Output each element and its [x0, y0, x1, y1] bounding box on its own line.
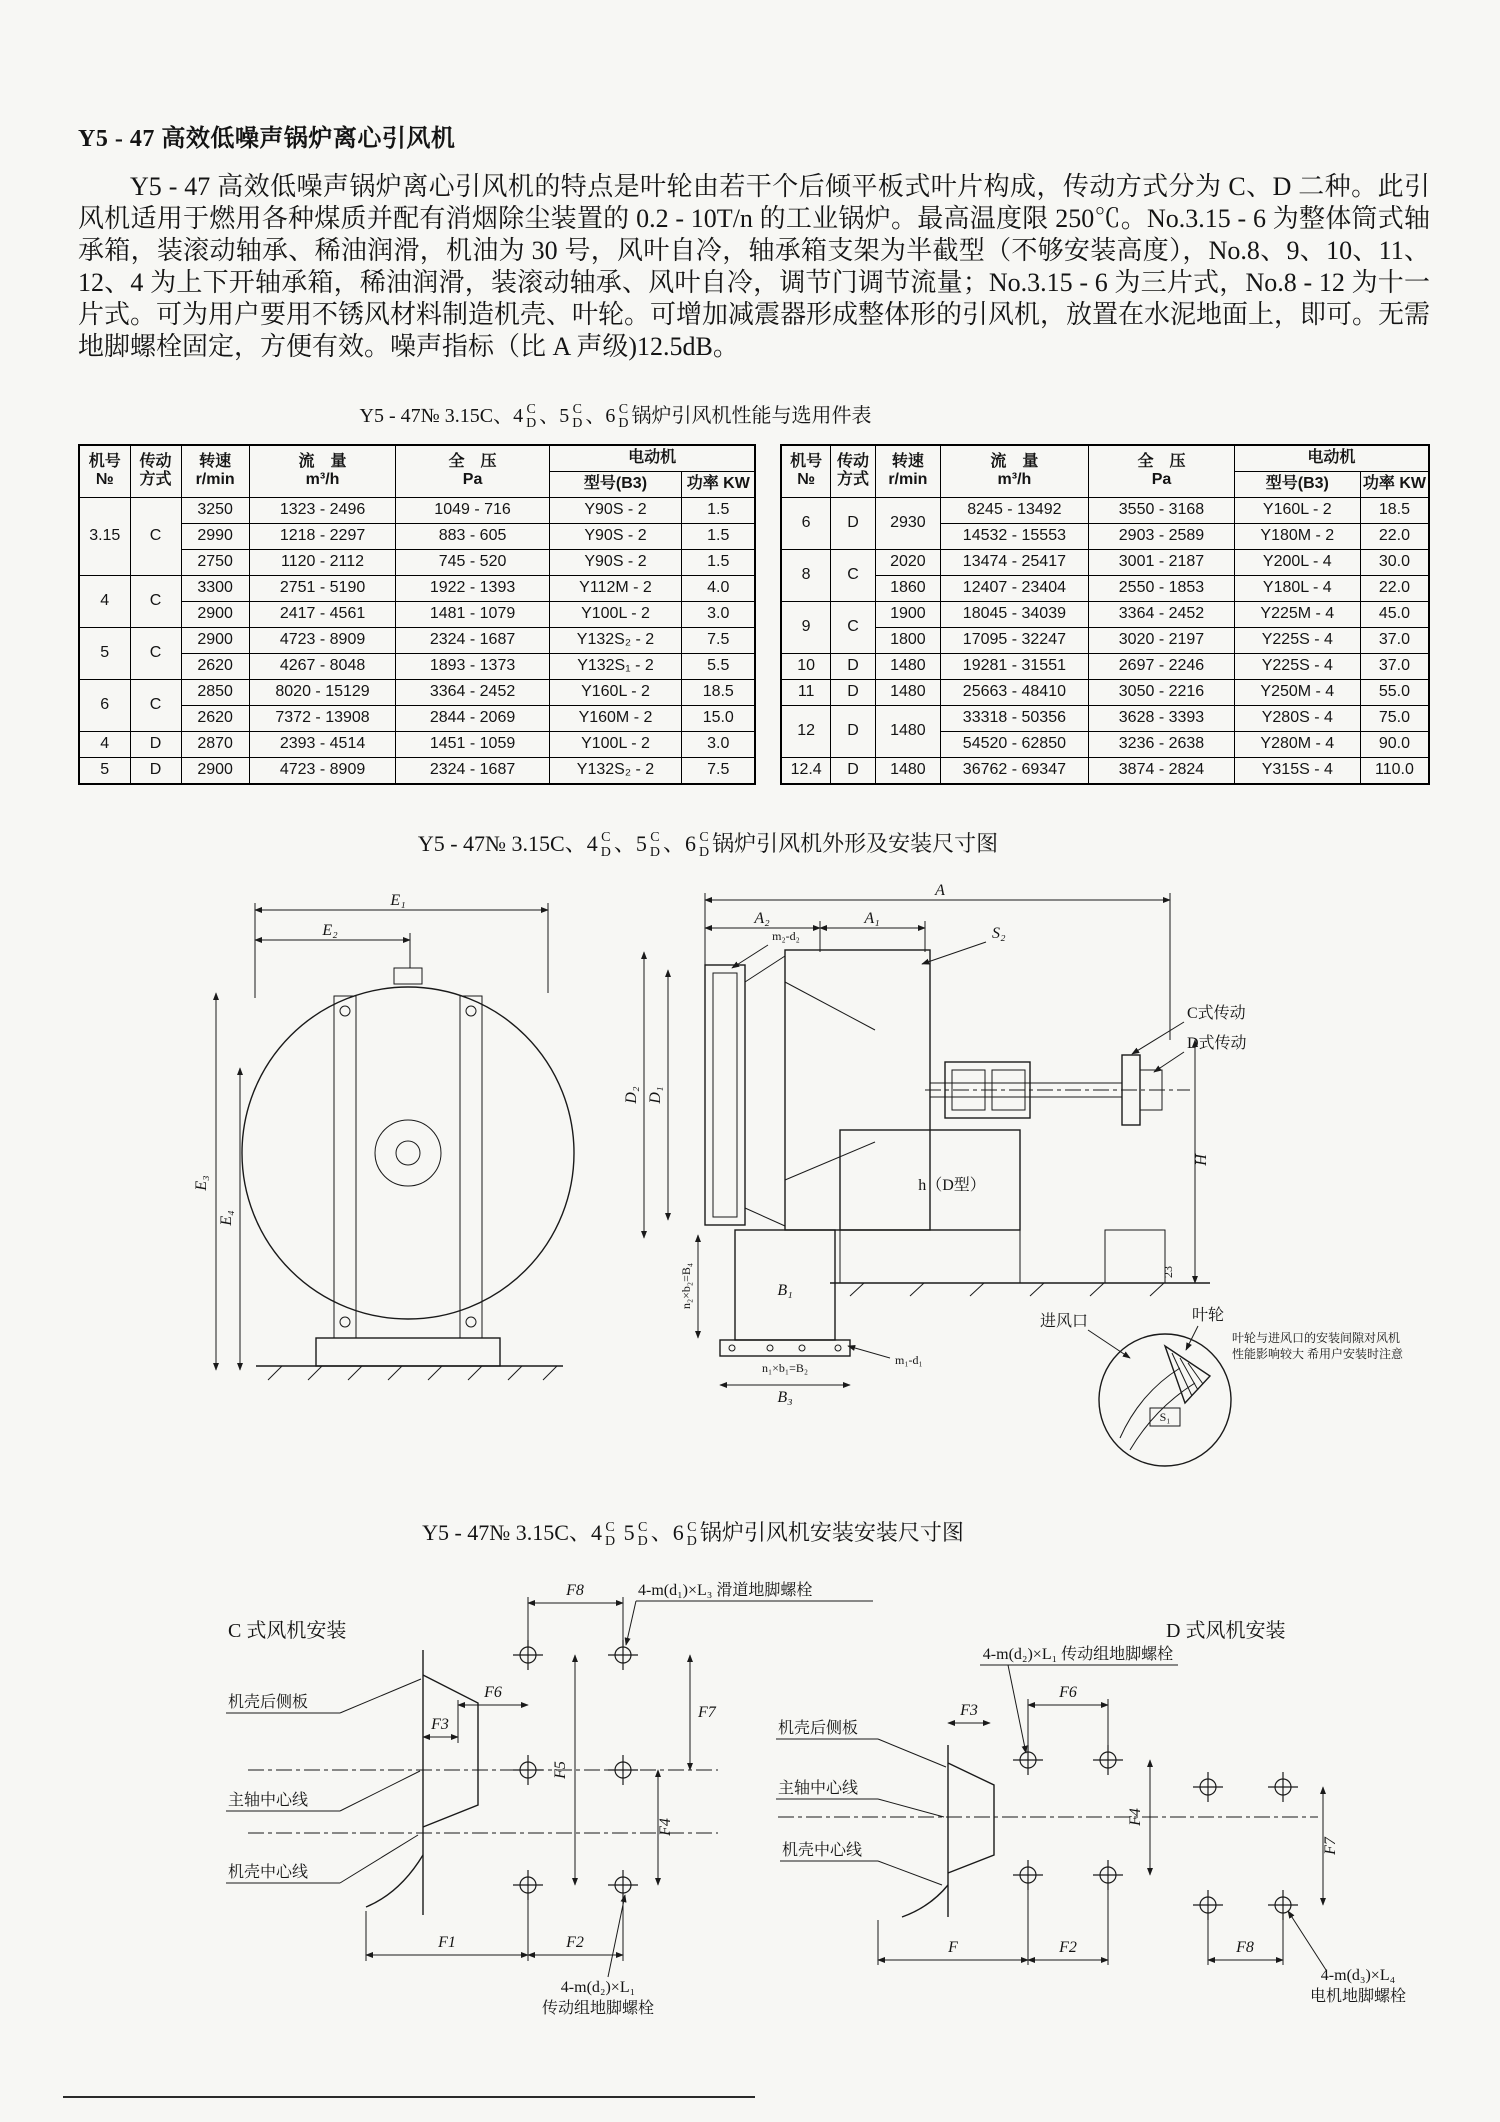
- cell: 5: [79, 627, 130, 679]
- cell: Y250M - 4: [1234, 679, 1360, 705]
- cd-fraction: C D: [649, 830, 660, 860]
- cell: Y180L - 4: [1234, 575, 1360, 601]
- table-row: [79, 497, 755, 523]
- dim-label: F5: [552, 1761, 569, 1779]
- d-type-install-diagram: [776, 1619, 1406, 2005]
- col-header: 转速 r/min: [181, 445, 249, 498]
- c-type-install-diagram: [226, 1580, 873, 2017]
- dim-label: B₁: [777, 1281, 793, 1299]
- cell: 8: [781, 549, 830, 601]
- cell: 745 - 520: [396, 549, 549, 575]
- cell: 2930: [876, 497, 940, 549]
- dim-label: F: [948, 1939, 958, 1957]
- dim-label: E₂: [322, 921, 338, 939]
- cell: C: [830, 601, 875, 653]
- cell: 110.0: [1360, 757, 1429, 784]
- col-header: 流 量 m³/h: [940, 445, 1089, 498]
- cell: 1049 - 716: [396, 497, 549, 523]
- d-install-label: D 式风机安装: [1166, 1620, 1286, 1643]
- cell: Y90S - 2: [549, 523, 681, 549]
- cell: C: [130, 497, 181, 575]
- cell: Y315S - 4: [1234, 757, 1360, 784]
- inlet-label: 进风口: [1040, 1312, 1089, 1330]
- cell: 10: [781, 653, 830, 679]
- cell: 2870: [181, 731, 249, 757]
- col-header: 电动机: [549, 445, 755, 472]
- install-drawing-title: [78, 1516, 1308, 1549]
- slide-bolt-label: 4-m(d₁)×L₃ 滑道地脚螺栓: [638, 1582, 813, 1600]
- cell: Y160L - 2: [1234, 497, 1360, 523]
- cell: 30.0: [1360, 549, 1429, 575]
- cd-fraction: C D: [699, 830, 710, 860]
- cell: 4.0: [682, 575, 756, 601]
- cell: 2393 - 4514: [249, 731, 396, 757]
- table-row: [781, 497, 1429, 523]
- cell: 2990: [181, 523, 249, 549]
- cell: C: [130, 627, 181, 679]
- cell: 3550 - 3168: [1089, 497, 1234, 523]
- cell: 2324 - 1687: [396, 757, 549, 784]
- title-part: 、6: [585, 405, 616, 427]
- cell: 1860: [876, 575, 940, 601]
- cell: 3236 - 2638: [1089, 731, 1234, 757]
- table-row: [79, 679, 755, 705]
- cell: Y160M - 2: [549, 705, 681, 731]
- cell: 75.0: [1360, 705, 1429, 731]
- cd-fraction: C D: [618, 402, 629, 432]
- clearance-note-line1: 叶轮与进风口的安装间隙对风机: [1232, 1330, 1401, 1345]
- table-row: [79, 653, 755, 679]
- table-row: [781, 679, 1429, 705]
- cell: 3364 - 2452: [1089, 601, 1234, 627]
- casing-back-board-label: 机壳后侧板: [778, 1720, 859, 1738]
- performance-table-left: [78, 444, 756, 785]
- c-drive-label: C式传动: [1187, 1004, 1246, 1022]
- dim-label: D₂: [623, 1086, 640, 1104]
- cell: 8020 - 15129: [249, 679, 396, 705]
- drive-group-bolt-label: 4-m(d₂)×L₁ 传动组地脚螺栓: [982, 1646, 1174, 1664]
- table-row: [79, 731, 755, 757]
- cell: D: [830, 705, 875, 757]
- drive-group-bolt-label-line1: 4-m(d₂)×L₁: [560, 1979, 636, 1997]
- cell: 4: [79, 575, 130, 627]
- col-header: 全 压 Pa: [1089, 445, 1234, 498]
- cell: 2620: [181, 653, 249, 679]
- col-header: 流 量 m³/h: [249, 445, 396, 498]
- cell: 18.5: [682, 679, 756, 705]
- performance-table-title: [78, 399, 1153, 432]
- title-part: 锅炉引风机外形及安装尺寸图: [712, 830, 999, 856]
- cell: 12.4: [781, 757, 830, 784]
- dim-label: E₄: [218, 1210, 235, 1226]
- cell: 33318 - 50356: [940, 705, 1089, 731]
- cell: 12407 - 23404: [940, 575, 1089, 601]
- gap-label: S₂: [992, 924, 1006, 942]
- cell: 7.5: [682, 627, 756, 653]
- cell: 1.5: [682, 497, 756, 523]
- cell: 2900: [181, 601, 249, 627]
- anchor-bolt-icon: [1268, 1772, 1298, 1802]
- cell: 2697 - 2246: [1089, 653, 1234, 679]
- page-bottom-rule: [63, 2096, 755, 2098]
- cell: 2417 - 4561: [249, 601, 396, 627]
- h-type-label: h（D型）: [918, 1176, 986, 1194]
- casing-centerline-label: 机壳中心线: [782, 1842, 863, 1860]
- cell: 2900: [181, 757, 249, 784]
- dim-label: 23: [1161, 1265, 1175, 1278]
- cell: 2751 - 5190: [249, 575, 396, 601]
- cell: C: [130, 575, 181, 627]
- cell: 2324 - 1687: [396, 627, 549, 653]
- cell: Y100L - 2: [549, 731, 681, 757]
- cell: 3300: [181, 575, 249, 601]
- ground-hatching: [850, 1283, 1164, 1296]
- fan-side-view: [623, 882, 1247, 1406]
- dim-label: F4: [657, 1818, 674, 1836]
- cd-fraction: C D: [637, 1519, 648, 1549]
- fan-front-view: [193, 892, 574, 1380]
- cell: 37.0: [1360, 653, 1429, 679]
- intro-paragraph: Y5 - 47 高效低噪声锅炉离心引风机的特点是叶轮由若干个后倾平板式叶片构成，传动方式分为 C、D 二种。此引风机适用于燃用各种煤质并配有消烟除尘装置的 0.2 - 10T/n 的工业锅炉。最高温度限 250℃。No.3.15 - 6 为整体筒式轴承箱，装滚动轴承、稀油润滑，机油为 30 号，风叶自冷，轴承箱支架为半截型（不够安装高度），No.8、9、10、11、12、4 为上下开轴承箱，稀油润滑，装滚动轴承、风叶自冷，调节门调节流量；No.3.15 - 6 为三片式，No.8 - 12 为十一片式。可为用户要用不锈风材料制造机壳、叶轮。可增加减震器形成整体形的引风机，放置在水泥地面上，即可。无需地脚螺栓固定，方便有效。噪声指标（比 A 声级)12.5dB。: [78, 172, 1431, 361]
- table-row: [781, 757, 1429, 784]
- cell: 1900: [876, 601, 940, 627]
- cell: 6: [781, 497, 830, 549]
- col-header: 转速 r/min: [876, 445, 940, 498]
- cell: Y132S₂ - 2: [549, 627, 681, 653]
- col-header: 传动 方式: [830, 445, 875, 498]
- cell: 7372 - 13908: [249, 705, 396, 731]
- cell: Y132S₁ - 2: [549, 653, 681, 679]
- cell: 2900: [181, 627, 249, 653]
- cell: 54520 - 62850: [940, 731, 1089, 757]
- cell: D: [130, 757, 181, 784]
- col-header: 传动 方式: [130, 445, 181, 498]
- dim-label: F1: [438, 1934, 456, 1952]
- col-header: 型号(B3): [549, 471, 681, 497]
- table-row: [79, 601, 755, 627]
- cell: Y112M - 2: [549, 575, 681, 601]
- bolt-hole-label: m₂-d₂: [772, 928, 800, 943]
- installation-drawing: [78, 1555, 1430, 2025]
- shaft-centerline-label: 主轴中心线: [228, 1792, 309, 1810]
- cell: D: [130, 731, 181, 757]
- cell: 3001 - 2187: [1089, 549, 1234, 575]
- cell: 22.0: [1360, 575, 1429, 601]
- page-title: Y5 - 47 高效低噪声锅炉离心引风机: [78, 126, 456, 152]
- cell: 9: [781, 601, 830, 653]
- cell: 1323 - 2496: [249, 497, 396, 523]
- cell: 3.0: [682, 601, 756, 627]
- cell: 7.5: [682, 757, 756, 784]
- impeller-detail: [1040, 1306, 1403, 1466]
- dim-label: F7: [1322, 1837, 1339, 1855]
- cell: 14532 - 15553: [940, 523, 1089, 549]
- col-header: 机号 №: [781, 445, 830, 498]
- casing-centerline-label: 机壳中心线: [228, 1864, 309, 1882]
- cell: D: [830, 679, 875, 705]
- bolt-hole-label: m₁-d₁: [895, 1352, 923, 1367]
- cell: 2844 - 2069: [396, 705, 549, 731]
- drive-group-bolt-label-line2: 传动组地脚螺栓: [541, 2000, 655, 2018]
- cell: 3364 - 2452: [396, 679, 549, 705]
- cell: 11: [781, 679, 830, 705]
- table-row: [781, 627, 1429, 653]
- title-part: Y5 - 47№ 3.15C、4: [359, 405, 524, 427]
- dim-label: F6: [484, 1684, 502, 1702]
- ground-hatching: [268, 1366, 557, 1380]
- dim-label: F7: [698, 1704, 716, 1722]
- cell: 1.5: [682, 549, 756, 575]
- title-part: 锅炉引风机安装安装尺寸图: [699, 1519, 964, 1545]
- dim-label: A₂: [754, 909, 770, 927]
- cell: 15.0: [682, 705, 756, 731]
- motor-bolt-label-line2: 电机地脚螺栓: [1309, 1988, 1407, 2006]
- casing-back-board-label: 机壳后侧板: [228, 1694, 309, 1712]
- cell: 1480: [876, 705, 940, 757]
- dim-label: n₂×b₂=B₄: [679, 1262, 693, 1309]
- cell: Y160L - 2: [549, 679, 681, 705]
- header-row: [79, 445, 755, 472]
- cell: 883 - 605: [396, 523, 549, 549]
- cell: 4723 - 8909: [249, 627, 396, 653]
- col-header: 全 压 Pa: [396, 445, 549, 498]
- cd-fraction: C D: [686, 1519, 697, 1549]
- cell: 90.0: [1360, 731, 1429, 757]
- cell: 5: [79, 757, 130, 784]
- header-row: [781, 445, 1429, 472]
- anchor-bolt-icon: [1193, 1772, 1223, 1802]
- cell: 1451 - 1059: [396, 731, 549, 757]
- dim-label: F8: [566, 1582, 584, 1600]
- dim-label: F2: [1059, 1939, 1077, 1957]
- cell: Y100L - 2: [549, 601, 681, 627]
- cell: D: [830, 497, 875, 549]
- cell: 19281 - 31551: [940, 653, 1089, 679]
- cell: 1922 - 1393: [396, 575, 549, 601]
- cell: 22.0: [1360, 523, 1429, 549]
- table-row: [781, 705, 1429, 731]
- table-row: [79, 757, 755, 784]
- cell: 3628 - 3393: [1089, 705, 1234, 731]
- cell: 3.0: [682, 731, 756, 757]
- cell: Y280S - 4: [1234, 705, 1360, 731]
- col-header: 功率 KW: [682, 471, 756, 497]
- table-row: [781, 653, 1429, 679]
- cell: Y225S - 4: [1234, 627, 1360, 653]
- dim-label: H: [1193, 1154, 1210, 1166]
- outline-drawing-title: [78, 827, 1338, 860]
- outline-dimension-drawing: [78, 870, 1430, 1510]
- cell: Y90S - 2: [549, 549, 681, 575]
- cell: 1120 - 2112: [249, 549, 396, 575]
- cell: Y225M - 4: [1234, 601, 1360, 627]
- cell: 17095 - 32247: [940, 627, 1089, 653]
- c-install-label: C 式风机安装: [228, 1620, 347, 1643]
- table-row: [781, 575, 1429, 601]
- cell: 1481 - 1079: [396, 601, 549, 627]
- cell: Y90S - 2: [549, 497, 681, 523]
- cell: 1.5: [682, 523, 756, 549]
- cell: 6: [79, 679, 130, 731]
- cell: C: [830, 549, 875, 601]
- dim-label: B₃: [777, 1388, 793, 1406]
- cell: 3874 - 2824: [1089, 757, 1234, 784]
- table-row: [79, 549, 755, 575]
- motor-bolt-label-line1: 4-m(d₃)×L₄: [1320, 1967, 1396, 1985]
- cell: Y225S - 4: [1234, 653, 1360, 679]
- title-part: 、5: [539, 405, 570, 427]
- cell: 1218 - 2297: [249, 523, 396, 549]
- title-part: 、5: [613, 830, 647, 856]
- dim-label: A₁: [864, 909, 880, 927]
- dim-label: E₃: [193, 1175, 210, 1191]
- dim-label: E₁: [390, 891, 406, 909]
- dim-label: F8: [1236, 1939, 1254, 1957]
- impeller-label: 叶轮: [1192, 1306, 1225, 1324]
- cell: Y132S₂ - 2: [549, 757, 681, 784]
- cell: 4: [79, 731, 130, 757]
- cell: Y280M - 4: [1234, 731, 1360, 757]
- cell: 3050 - 2216: [1089, 679, 1234, 705]
- cell: 3.15: [79, 497, 130, 575]
- cell: 12: [781, 705, 830, 757]
- dim-label: F3: [431, 1716, 449, 1734]
- cell: 5.5: [682, 653, 756, 679]
- cd-fraction: C D: [572, 402, 583, 432]
- table-row: [781, 601, 1429, 627]
- table-row: [79, 627, 755, 653]
- cell: 2750: [181, 549, 249, 575]
- cd-fraction: C D: [526, 402, 537, 432]
- dim-label: F3: [960, 1702, 978, 1720]
- cell: 1480: [876, 653, 940, 679]
- d-drive-label: D式传动: [1187, 1034, 1247, 1052]
- cell: Y180M - 2: [1234, 523, 1360, 549]
- cell: 4723 - 8909: [249, 757, 396, 784]
- performance-table-right: [780, 444, 1430, 785]
- cell: 2903 - 2589: [1089, 523, 1234, 549]
- cell: 37.0: [1360, 627, 1429, 653]
- cell: 8245 - 13492: [940, 497, 1089, 523]
- cell: 3020 - 2197: [1089, 627, 1234, 653]
- dim-label: F6: [1059, 1684, 1077, 1702]
- table-row: [79, 575, 755, 601]
- cell: D: [830, 757, 875, 784]
- cell: 18.5: [1360, 497, 1429, 523]
- col-header: 机号 №: [79, 445, 130, 498]
- col-header: 电动机: [1234, 445, 1429, 472]
- cell: 25663 - 48410: [940, 679, 1089, 705]
- cell: 4267 - 8048: [249, 653, 396, 679]
- cell: 55.0: [1360, 679, 1429, 705]
- cell: 1800: [876, 627, 940, 653]
- cell: 45.0: [1360, 601, 1429, 627]
- table-row: [79, 523, 755, 549]
- cell: 3250: [181, 497, 249, 523]
- table-row: [79, 705, 755, 731]
- cell: 2550 - 1853: [1089, 575, 1234, 601]
- dim-label: F4: [1127, 1808, 1144, 1826]
- dim-label: F2: [566, 1934, 584, 1952]
- cell: 2620: [181, 705, 249, 731]
- col-header: 功率 KW: [1360, 471, 1429, 497]
- dim-label: A: [935, 881, 945, 899]
- cell: 18045 - 34039: [940, 601, 1089, 627]
- cell: Y200L - 4: [1234, 549, 1360, 575]
- cell: 1480: [876, 757, 940, 784]
- anchor-bolt-icon: [608, 1640, 638, 1670]
- cell: 36762 - 69347: [940, 757, 1089, 784]
- cell: 1480: [876, 679, 940, 705]
- title-part: Y5 - 47№ 3.15C、4: [422, 1519, 602, 1545]
- cell: D: [830, 653, 875, 679]
- performance-tables: [78, 444, 1430, 785]
- cell: 2850: [181, 679, 249, 705]
- title-part: 锅炉引风机性能与选用件表: [631, 405, 872, 427]
- cell: 2020: [876, 549, 940, 575]
- table-row: [781, 549, 1429, 575]
- title-part: Y5 - 47№ 3.15C、4: [417, 830, 598, 856]
- dim-label: n₁×b₁=B₂: [761, 1360, 809, 1375]
- cell: 13474 - 25417: [940, 549, 1089, 575]
- gap-label: S₁: [1159, 1409, 1171, 1424]
- cell: C: [130, 679, 181, 731]
- col-header: 型号(B3): [1234, 471, 1360, 497]
- title-part: 5: [618, 1519, 635, 1545]
- cd-fraction: C D: [600, 830, 611, 860]
- cell: 1893 - 1373: [396, 653, 549, 679]
- cd-fraction: C D: [604, 1519, 616, 1549]
- shaft-centerline-label: 主轴中心线: [778, 1780, 859, 1798]
- title-part: 、6: [650, 1519, 684, 1545]
- anchor-bolt-icon: [513, 1640, 543, 1670]
- title-part: 、6: [663, 830, 697, 856]
- clearance-note-line2: 性能影响较大 希用户安装时注意: [1232, 1346, 1404, 1361]
- dim-label: D₁: [647, 1086, 664, 1104]
